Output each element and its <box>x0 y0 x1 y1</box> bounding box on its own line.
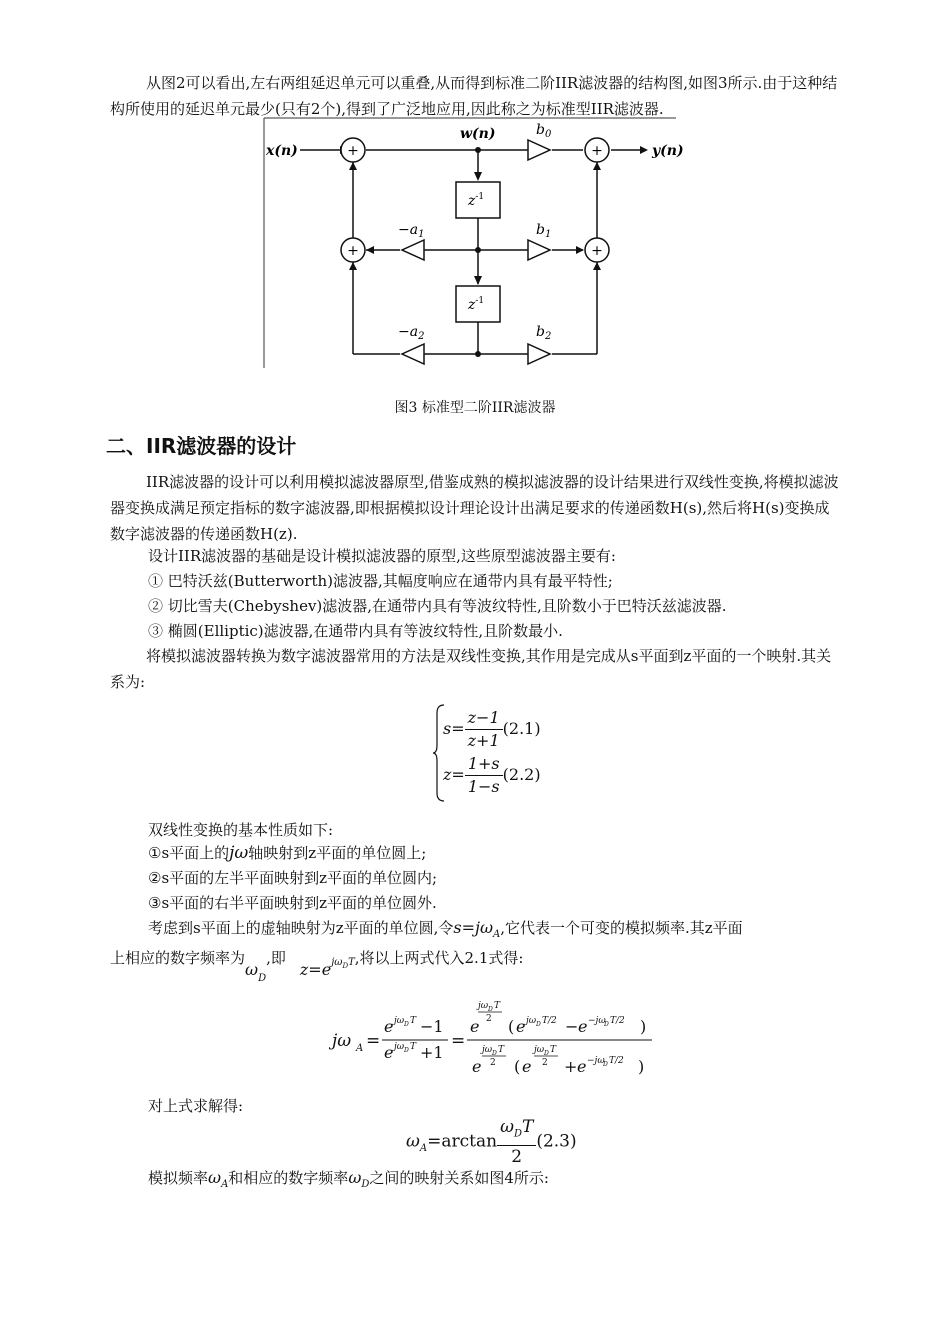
delay-label-2: $z^{-1}$ <box>468 296 485 313</box>
output-label: y(n) <box>652 143 684 159</box>
para-3: 将模拟滤波器转换为数字滤波器常用的方法是双线性变换,其作用是完成从s平面到z平面的一个映射.其关系为: <box>110 647 832 691</box>
arrow-icon <box>366 246 374 254</box>
eq3-num2-exp-sub: D <box>488 1006 493 1013</box>
equation-2-1: s= $\frac{z-1}{z+1}$ (2.1) <box>443 708 541 750</box>
para-5-line-2: 上相应的数字频率为$\omega_D$,即$z=e^{j\omega_DT}$,将以上两式代入2.1式得: <box>110 949 524 984</box>
arrow-icon <box>576 246 584 254</box>
eq3-den1: e <box>384 1043 394 1062</box>
arrow-icon <box>640 146 648 154</box>
eq3-num2-e1-exp-T: T/2 <box>542 1016 557 1026</box>
para-2: 设计IIR滤波器的基础是设计模拟滤波器的原型,这些原型滤波器主要有: <box>148 547 616 565</box>
adder-symbol: + <box>591 143 603 159</box>
eq3-den2-e2-exp-sub: D <box>603 1061 608 1068</box>
eq3-den2-e2-exp: −jω <box>587 1056 605 1066</box>
para-5-line-1: 考虑到s平面上的虚轴映射为z平面的单位圆,令$s=j\omega_A$,它代表一个可变的模拟频率.其z平面 <box>148 918 743 940</box>
node-label: w(n) <box>460 126 496 142</box>
eq3-num2-exp-den: 2 <box>486 1014 492 1024</box>
list-item-2: ② 切比雪夫(Chebyshev)滤波器,在通带内具有等波纹特性,且阶数小于巴特沃兹滤波器. <box>148 597 727 615</box>
list-item-1: ① 巴特沃兹(Butterworth)滤波器,其幅度响应在通带内具有最平特性; <box>148 572 613 590</box>
adder-symbol: + <box>347 143 359 159</box>
eq3-num2-paren-close: ) <box>640 1017 647 1036</box>
equation-bilinear-frequency <box>0 996 950 1086</box>
eq3-den2-exp-T: T <box>498 1045 505 1055</box>
figure-caption: 图3 标准型二阶IIR滤波器 <box>394 400 556 416</box>
delay-label-1: $z^{-1}$ <box>468 192 485 209</box>
eq3-equals: = <box>366 1031 381 1051</box>
eq3-num2-e2-exp: −jω <box>588 1016 606 1026</box>
eq3-den2-exp: jω <box>482 1045 493 1055</box>
eq3-den2-exp-sub: D <box>492 1050 497 1057</box>
gain-a2-triangle <box>402 344 424 364</box>
list-item-3: ③ 椭圆(Elliptic)滤波器,在通带内具有等波纹特性,且阶数最小. <box>148 622 563 640</box>
property-1: ①s平面上的jω轴映射到z平面的单位圆上; <box>148 843 427 863</box>
eq3-num2-exp: jω <box>478 1001 489 1011</box>
coef-b0-label: $b_0$ <box>536 122 552 140</box>
eq3-num2-e1: e <box>516 1017 526 1036</box>
eq3-den1-exp-T: T <box>410 1042 417 1052</box>
coef-a2-label: $-a_2$ <box>398 324 425 342</box>
eq3-den2-paren-close: ) <box>638 1057 645 1076</box>
property-2: ②s平面的左半平面映射到z平面的单位圆内; <box>148 869 438 887</box>
eq3-num2-e1-exp: jω <box>526 1016 537 1026</box>
eq3-den2-e2: e <box>577 1057 587 1076</box>
eq3-num1-exp-T: T <box>410 1016 417 1026</box>
gain-a1-triangle <box>402 240 424 260</box>
eq3-num1: e <box>384 1017 394 1036</box>
eq3-den1-exp-sub: D <box>404 1047 409 1054</box>
para-7: 模拟频率$\omega_A$和相应的数字频率$\omega_D$之间的映射关系如图4所示: <box>148 1168 549 1190</box>
eq3-num2-paren: ( <box>508 1017 515 1036</box>
section-heading: 二、IIR滤波器的设计 <box>106 434 297 458</box>
intro-paragraph: 从图2可以看出,左右两组延迟单元可以重叠,从而得到标准二阶IIR滤波器的结构图,如图3所示.由于这种结构所使用的延迟单元最少(只有2个),得到了广泛地应用,因此称之为标准型IIR滤波器. <box>110 74 838 118</box>
eq3-den1-rest: +1 <box>420 1043 444 1062</box>
eq3-den2-paren: ( <box>514 1057 521 1076</box>
eq3-num2-e1-exp-sub: D <box>536 1021 541 1028</box>
arrow-icon <box>349 162 357 170</box>
eq3-den2-e1-exp-sub: D <box>544 1050 549 1057</box>
para-6: 对上式求解得: <box>148 1097 244 1115</box>
eq3-den1-exp: jω <box>394 1042 405 1052</box>
property-3: ③s平面的右半平面映射到z平面的单位圆外. <box>148 894 437 912</box>
eq3-num2: e <box>470 1017 480 1036</box>
iir-structure-diagram <box>0 0 950 385</box>
eq3-den2-e1-exp-den: 2 <box>542 1058 548 1068</box>
para-1: IIR滤波器的设计可以利用模拟滤波器原型,借鉴成熟的模拟滤波器的设计结果进行双线性变换,将模拟滤波器变换成满足预定指标的数字滤波器,即根据模拟设计理论设计出满足要求的传递函数H(s),然后将H(s)变换成数字滤波器的传递函数H(z). <box>110 473 839 543</box>
equation-2-2: z= $\frac{1+s}{1-s}$ (2.2) <box>443 754 541 796</box>
equation-2-3: $\omega_A=\arctan$ $\frac{\omega_DT}{2}$ (2.3) <box>406 1117 577 1168</box>
input-label: x(n) <box>266 143 298 159</box>
gain-b2-triangle <box>528 344 550 364</box>
gain-b0-triangle <box>528 140 550 160</box>
adder-symbol: + <box>591 243 603 259</box>
arrow-icon <box>593 162 601 170</box>
eq3-den2-exp-den: 2 <box>490 1058 496 1068</box>
eq3-den2-e1-exp-T: T <box>550 1045 557 1055</box>
arrow-icon <box>474 276 482 285</box>
eq3-den2: e <box>472 1057 482 1076</box>
eq3-lhs-sub: A <box>356 1043 364 1054</box>
arrow-icon <box>474 172 482 181</box>
eq3-equals-2: = <box>451 1031 466 1051</box>
eq3-den2-e1: e <box>522 1057 532 1076</box>
coef-b1-label: $b_1$ <box>536 222 552 240</box>
eq3-den2-plus: + <box>564 1057 578 1076</box>
eq3-num2-e2-exp-T: T/2 <box>610 1016 625 1026</box>
arrow-icon <box>593 262 601 270</box>
gain-b1-triangle <box>528 240 550 260</box>
coef-b2-label: $b_2$ <box>536 324 552 342</box>
coef-a1-label: $-a_1$ <box>398 222 425 240</box>
eq3-num2-exp-T: T <box>494 1001 501 1011</box>
para-4: 双线性变换的基本性质如下: <box>148 821 334 839</box>
eq3-den2-e1-exp: jω <box>534 1045 545 1055</box>
eq3-num2-minus: − <box>565 1017 579 1036</box>
eq3-num2-e2-exp-sub: D <box>604 1021 609 1028</box>
eq3-lhs: jω <box>332 1031 352 1051</box>
eq3-num2-e2: e <box>578 1017 588 1036</box>
eq3-num1-exp: jω <box>394 1016 405 1026</box>
eq3-den2-e2-exp-T: T/2 <box>609 1056 624 1066</box>
eq3-num1-rest: −1 <box>420 1017 444 1036</box>
adder-symbol: + <box>347 243 359 259</box>
arrow-icon <box>349 262 357 270</box>
eq3-num1-exp-sub: D <box>404 1021 409 1028</box>
